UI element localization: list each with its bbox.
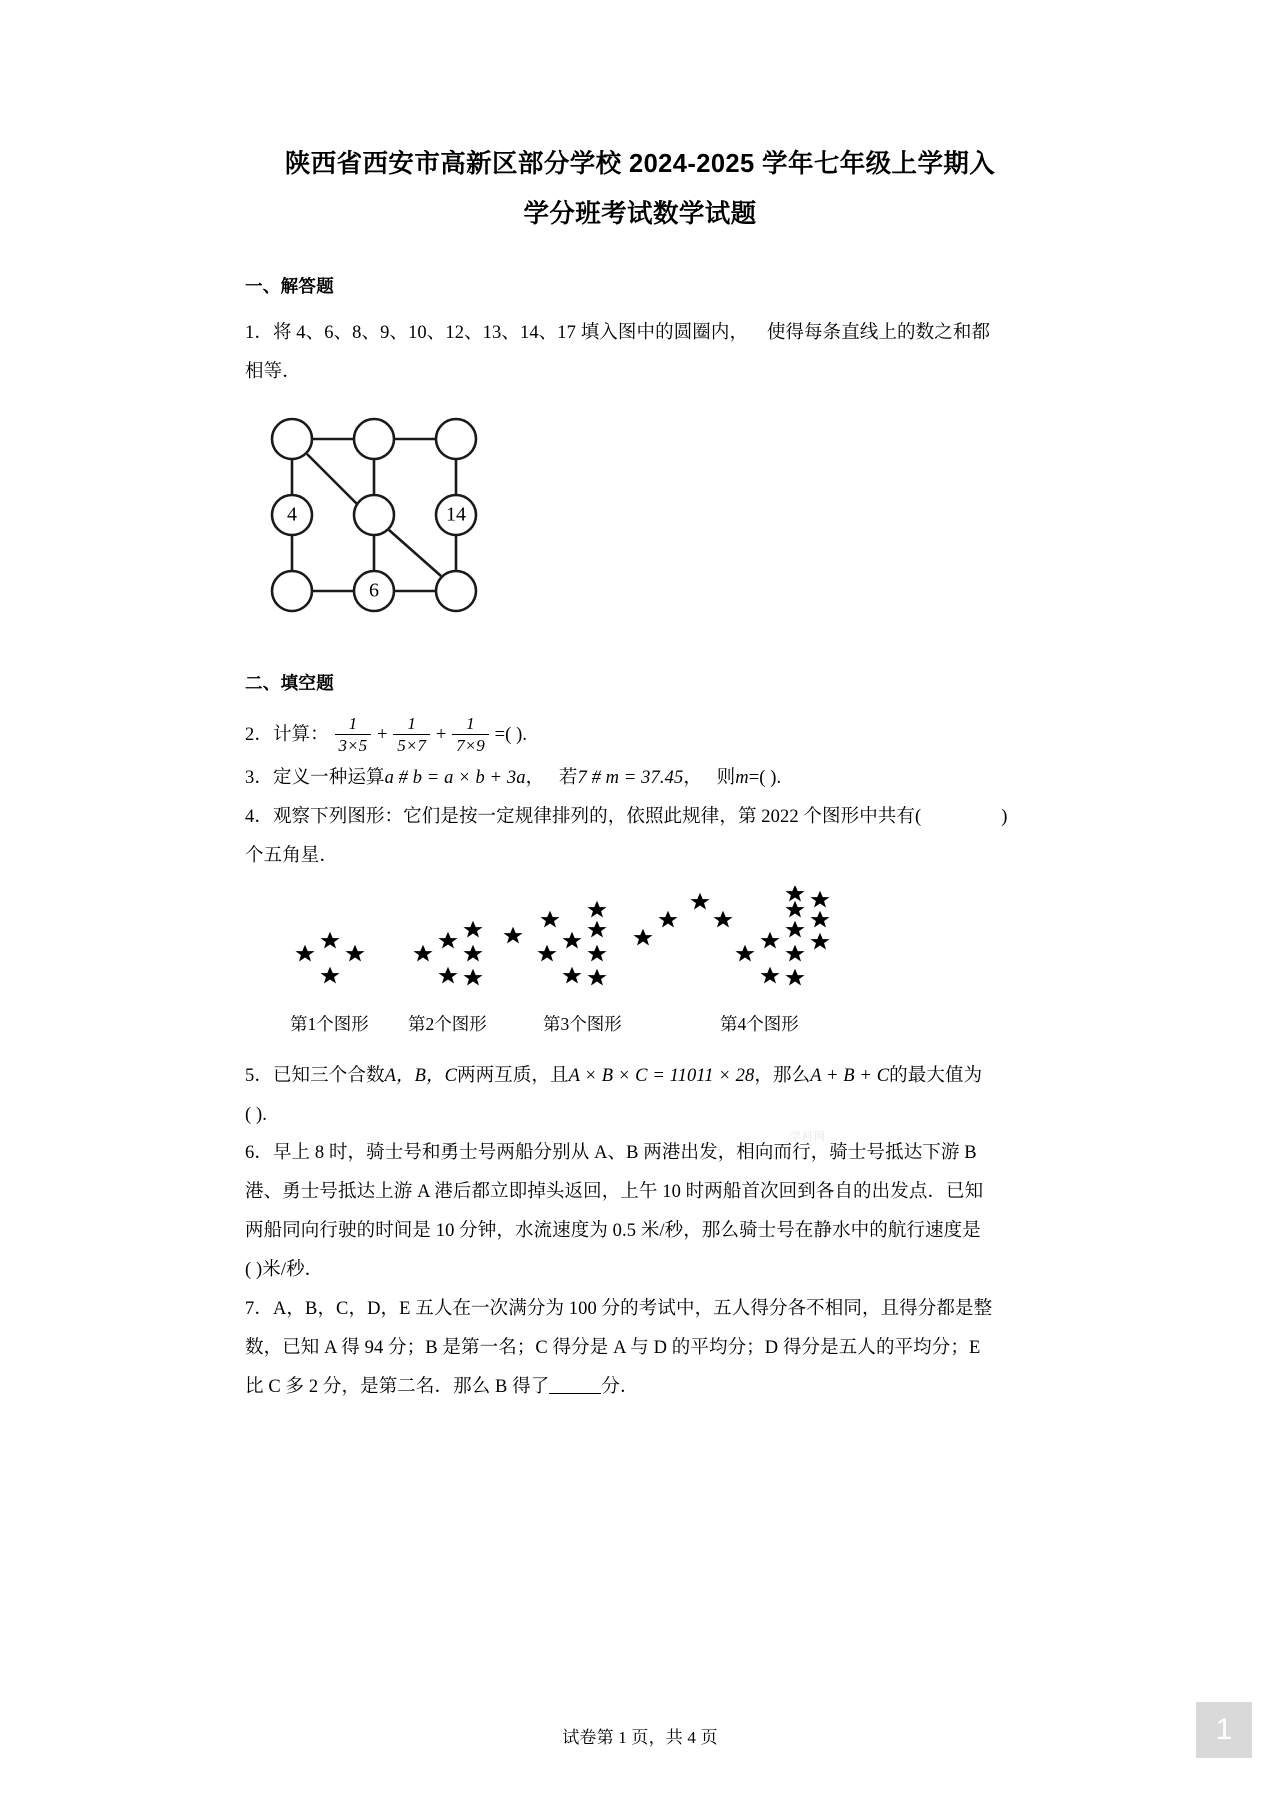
fraction-3 bbox=[452, 714, 489, 755]
question-3-close: ). bbox=[770, 768, 782, 789]
question-5-line-1-a: 5．已知三个合数 bbox=[245, 1065, 385, 1086]
question-4-text bbox=[245, 798, 1040, 876]
plus-sign-2: + bbox=[435, 725, 447, 746]
question-6-line-1: 6．早上 8 时，骑士号和勇士号两船分别从 A、B 两港出发，相向而行，骑士号抵达下游 B bbox=[245, 1143, 977, 1164]
watermark: 学科网 bbox=[790, 1131, 826, 1143]
circle-top-right bbox=[436, 419, 476, 459]
question-2-close: ). bbox=[516, 725, 528, 746]
star-group-figure-3 bbox=[537, 901, 677, 986]
plus-sign-1: + bbox=[377, 725, 388, 746]
document-body bbox=[240, 239, 1040, 1406]
question-6-text bbox=[245, 1134, 1040, 1289]
question-1-line-1b: 使得每条直线上的数之和都 bbox=[766, 323, 991, 344]
question-4-line-2: 个五角星． bbox=[245, 845, 339, 866]
section-heading-jieda: 一、解答题 bbox=[245, 276, 334, 297]
question-5-line-2[interactable]: ( ). bbox=[245, 1104, 267, 1125]
fraction-3-denominator: 7×9 bbox=[456, 736, 485, 756]
question-3-definition: a # b = a × b + 3a bbox=[384, 768, 526, 789]
question-3-condition: 7 # m = 37.45 bbox=[577, 768, 684, 789]
question-7-line-2: 数，已知 A 得 94 分；B 是第一名；C 得分是 A 与 D 的平均分；D 得分是五人的平均分；E bbox=[245, 1337, 981, 1358]
question-3-cond-label: 若 bbox=[558, 768, 578, 789]
question-5-sum: A + B + C bbox=[810, 1065, 890, 1086]
circle-value-middle-right: 14 bbox=[446, 503, 466, 526]
question-7-line-3-b: 分． bbox=[601, 1376, 639, 1397]
question-5-vars: A，B，C bbox=[384, 1065, 458, 1086]
question-3-then-label: 则 bbox=[716, 768, 736, 789]
question-5-line-1-c: ，那么 bbox=[754, 1065, 811, 1086]
star-caption-2: 第2个图形 bbox=[408, 1013, 487, 1034]
nine-circle-grid-figure bbox=[259, 406, 489, 636]
question-4-line-1-tail: ) bbox=[1001, 807, 1008, 828]
circle-value-bottom-middle: 6 bbox=[369, 579, 379, 602]
question-3-text bbox=[245, 759, 1040, 798]
fraction-2 bbox=[393, 714, 430, 755]
circle-top-left bbox=[272, 419, 312, 459]
question-5-equation: A × B × C = 11011 × 28 bbox=[568, 1065, 755, 1086]
circle-center bbox=[354, 495, 394, 535]
question-2-prefix: 2．计算： bbox=[245, 725, 329, 746]
question-3-equals: =( bbox=[748, 768, 766, 789]
question-7-line-3-a: 比 C 多 2 分，是第二名．那么 B 得了 bbox=[245, 1376, 550, 1397]
question-1-line-2: 相等． bbox=[245, 362, 301, 383]
fraction-1 bbox=[335, 714, 372, 755]
page-title-line-2: 学分班考试数学试题 bbox=[523, 199, 757, 228]
question-2-equals: =( bbox=[494, 725, 512, 746]
fraction-2-numerator: 1 bbox=[393, 714, 430, 735]
question-3-prefix: 3．定义一种运算 bbox=[245, 768, 385, 789]
circle-value-middle-left: 4 bbox=[287, 503, 297, 526]
question-3-variable: m bbox=[735, 768, 749, 789]
star-group-figure-4 bbox=[690, 886, 829, 986]
star-pattern-figure bbox=[245, 886, 1045, 1011]
fraction-1-numerator: 1 bbox=[335, 714, 372, 735]
circle-top-middle bbox=[354, 419, 394, 459]
page-footer: 试卷第 1 页，共 4 页 bbox=[562, 1728, 718, 1747]
section-heading-tiankong: 二、填空题 bbox=[245, 673, 334, 694]
fraction-3-numerator: 1 bbox=[452, 714, 489, 735]
fraction-2-denominator: 5×7 bbox=[397, 736, 427, 756]
fraction-1-denominator: 3×5 bbox=[338, 736, 368, 756]
question-3-comma-1: ， bbox=[525, 768, 545, 789]
question-1-text bbox=[245, 314, 1040, 392]
circle-bottom-left bbox=[272, 571, 312, 611]
question-6-line-3: 两船同向行驶的时间是 10 分钟，水流速度为 0.5 米/秒，那么骑士号在静水中的航行速度是 bbox=[245, 1221, 981, 1242]
page-title bbox=[240, 0, 1040, 239]
question-6-line-2: 港、勇士号抵达上游 A 港后都立即掉头返回，上午 10 时两船首次回到各自的出发点．已知 bbox=[245, 1182, 984, 1203]
question-6-line-4[interactable]: ( )米/秒． bbox=[245, 1259, 324, 1280]
star-caption-1: 第1个图形 bbox=[290, 1013, 369, 1034]
question-5-line-1-b: 两两互质，且 bbox=[457, 1065, 569, 1086]
question-5-line-1-d: 的最大值为 bbox=[889, 1065, 983, 1086]
page-number-badge: 1 bbox=[1196, 1702, 1252, 1758]
page-title-line-1: 陕西省西安市高新区部分学校 2024-2025 学年七年级上学期入 bbox=[284, 150, 996, 178]
star-caption-3: 第3个图形 bbox=[543, 1013, 622, 1034]
question-7-text bbox=[245, 1290, 1040, 1407]
question-7-line-1: 7．A，B，C，D，E 五人在一次满分为 100 分的考试中，五人得分各不相同，且得分都是整 bbox=[245, 1298, 993, 1319]
circle-bottom-right bbox=[436, 571, 476, 611]
star-figure-captions bbox=[245, 1011, 1045, 1041]
question-5-text bbox=[245, 1057, 1040, 1135]
star-caption-4: 第4个图形 bbox=[720, 1013, 799, 1034]
question-2-text bbox=[245, 711, 1040, 759]
question-1-line-1: 1．将 4、6、8、9、10、12、13、14、17 填入图中的圆圈内， bbox=[245, 323, 749, 344]
star-group-figure-1 bbox=[295, 932, 364, 984]
question-4-line-1: 4．观察下列图形：它们是按一定规律排列的，依照此规律，第 2022 个图形中共有( bbox=[245, 807, 922, 828]
star-group-figure-2 bbox=[413, 921, 522, 986]
question-3-comma-2: ， bbox=[683, 768, 702, 789]
question-7-answer-blank[interactable] bbox=[549, 1375, 601, 1394]
